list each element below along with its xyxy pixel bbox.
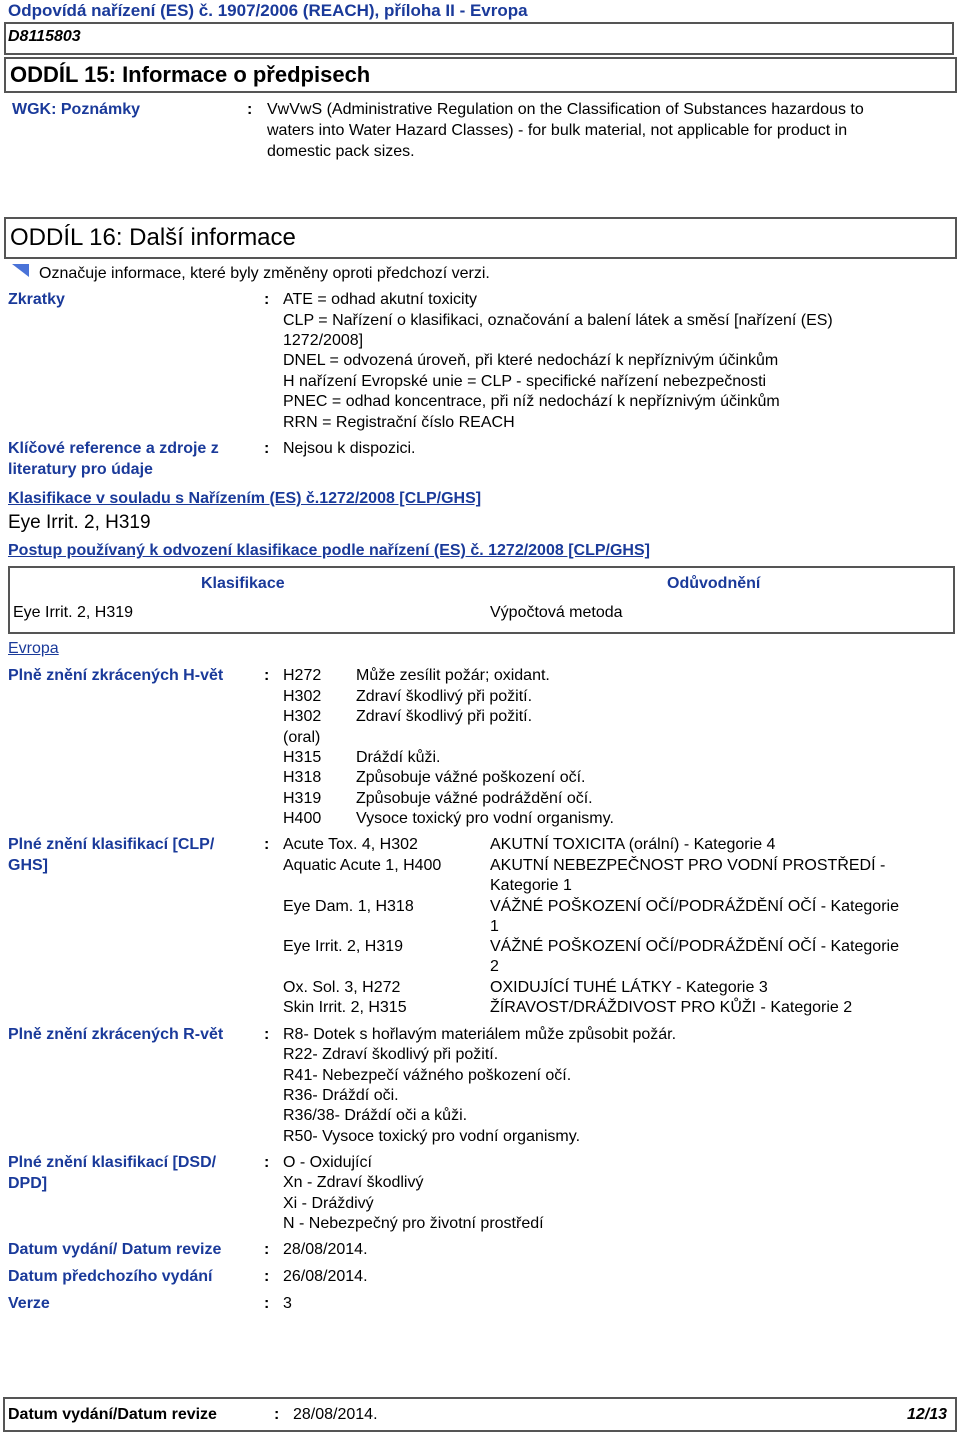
- abbr-line-2: CLP = Nařízení o klasifikaci, označování a balení látek a směsí [nařízení (ES): [283, 312, 833, 329]
- footer-colon: :: [274, 1406, 280, 1423]
- clpfull-code-3: Eye Dam. 1, H318: [283, 898, 414, 915]
- refs-label-1: Klíčové reference a zdroje z: [8, 440, 219, 457]
- r-line-1: R8- Dotek s hořlavým materiálem může způsobit požár.: [283, 1026, 677, 1043]
- table-col-classification: Klasifikace: [201, 575, 285, 592]
- clpfull-text-6: ŽÍRAVOST/DRÁŽDIVOST PRO KŮŽI - Kategorie 2: [490, 999, 853, 1016]
- r-line-5: R36/38- Dráždí oči a kůži.: [283, 1107, 468, 1124]
- clpfull-colon: :: [264, 836, 270, 853]
- h-code-4: (oral): [283, 729, 321, 746]
- table-row-classification: Eye Irrit. 2, H319: [13, 604, 134, 621]
- version-label: Verze: [8, 1295, 50, 1312]
- footer-label: Datum vydání/Datum revize: [8, 1406, 217, 1423]
- europe-heading: Evropa: [8, 640, 59, 657]
- issue-date-label: Datum vydání/ Datum revize: [8, 1241, 222, 1258]
- dsd-label-2: DPD]: [8, 1175, 48, 1192]
- dsd-colon: :: [264, 1154, 270, 1171]
- wgk-label: WGK: Poznámky: [12, 101, 141, 118]
- h-text-5: Dráždí kůži.: [356, 749, 441, 766]
- wgk-colon: :: [247, 101, 253, 118]
- section-15-title: ODDÍL 15: Informace o předpisech: [10, 62, 371, 87]
- abbr-line-5: H nařízení Evropské unie = CLP - specifické nařízení nebezpečnosti: [283, 373, 767, 390]
- r-line-4: R36- Dráždí oči.: [283, 1087, 399, 1104]
- r-phrases-label: Plně znění zkrácených R-vět: [8, 1026, 224, 1043]
- version-value: 3: [283, 1295, 292, 1312]
- wgk-line-1: VwVwS (Administrative Regulation on the Classification of Substances hazardous to: [267, 101, 864, 118]
- h-text-8: Vysoce toxický pro vodní organismy.: [356, 810, 614, 827]
- h-text-1: Může zesílit požár; oxidant.: [356, 667, 550, 684]
- refs-value: Nejsou k dispozici.: [283, 440, 416, 457]
- clpfull-text-5: OXIDUJÍCÍ TUHÉ LÁTKY - Kategorie 3: [490, 979, 768, 996]
- page-number: 12/13: [907, 1406, 948, 1423]
- dsd-line-1: O - Oxidující: [283, 1154, 372, 1171]
- dsd-label-1: Plné znění klasifikací [DSD/: [8, 1154, 217, 1171]
- clpfull-code-2: Aquatic Acute 1, H400: [283, 857, 442, 874]
- r-line-6: R50- Vysoce toxický pro vodní organismy.: [283, 1128, 581, 1145]
- clpfull-text-3b: 1: [490, 918, 499, 935]
- issue-date-value: 28/08/2014.: [283, 1241, 368, 1258]
- dsd-line-2: Xn - Zdraví škodlivý: [283, 1174, 424, 1191]
- regulation-header: Odpovídá nařízení (ES) č. 1907/2006 (REACH), příloha II - Evropa: [8, 1, 528, 20]
- abbr-label: Zkratky: [8, 291, 65, 308]
- clpfull-label-2: GHS]: [8, 857, 48, 874]
- clpfull-text-4b: 2: [490, 958, 499, 975]
- refs-label-2: literatury pro údaje: [8, 461, 153, 478]
- table-row-justification: Výpočtová metoda: [490, 604, 623, 621]
- footer-date: 28/08/2014.: [293, 1406, 378, 1423]
- table-col-justification: Odůvodnění: [667, 575, 761, 592]
- r-line-3: R41- Nebezpečí vážného poškození očí.: [283, 1067, 572, 1084]
- abbr-line-1: ATE = odhad akutní toxicity: [283, 291, 478, 308]
- dsd-line-4: N - Nebezpečný pro životní prostředí: [283, 1215, 544, 1232]
- changed-marker-icon: [12, 264, 29, 277]
- abbr-line-7: RRN = Registrační číslo REACH: [283, 414, 515, 431]
- doc-id-box: [4, 22, 954, 55]
- clpfull-label-1: Plné znění klasifikací [CLP/: [8, 836, 215, 853]
- abbr-colon: :: [264, 291, 270, 308]
- clp-heading: Klasifikace v souladu s Nařízením (ES) č.1272/2008 [CLP/GHS]: [8, 490, 482, 507]
- clpfull-text-1: AKUTNÍ TOXICITA (orální) - Kategorie 4: [490, 836, 776, 853]
- proc-heading: Postup používaný k odvození klasifikace podle nařízení (ES) č. 1272/2008 [CLP/GHS]: [8, 542, 650, 559]
- wgk-line-3: domestic pack sizes.: [267, 143, 415, 160]
- h-code-6: H318: [283, 769, 322, 786]
- issue-colon: :: [264, 1241, 270, 1258]
- clpfull-code-5: Ox. Sol. 3, H272: [283, 979, 401, 996]
- dsd-line-3: Xi - Dráždivý: [283, 1195, 374, 1212]
- classification-table: [8, 566, 955, 634]
- clpfull-text-4a: VÁŽNÉ POŠKOZENÍ OČÍ/PODRÁŽDĚNÍ OČÍ - Kategorie: [490, 938, 899, 955]
- r-colon: :: [264, 1026, 270, 1043]
- r-line-2: R22- Zdraví škodlivý při požití.: [283, 1046, 499, 1063]
- abbr-line-6: PNEC = odhad koncentrace, při níž nedochází k nepříznivým účinkům: [283, 393, 780, 410]
- prev-date-value: 26/08/2014.: [283, 1268, 368, 1285]
- abbr-line-3: 1272/2008]: [283, 332, 364, 349]
- refs-colon: :: [264, 440, 270, 457]
- section-16-title: ODDÍL 16: Další informace: [10, 224, 296, 251]
- clpfull-text-2b: Kategorie 1: [490, 877, 572, 894]
- clpfull-code-6: Skin Irrit. 2, H315: [283, 999, 407, 1016]
- doc-id: D8115803: [8, 28, 81, 45]
- h-colon: :: [264, 667, 270, 684]
- h-code-1: H272: [283, 667, 322, 684]
- h-text-7: Způsobuje vážné podráždění očí.: [356, 790, 593, 807]
- clpfull-text-2a: AKUTNÍ NEBEZPEČNOST PRO VODNÍ PROSTŘEDÍ -: [490, 857, 886, 874]
- clpfull-code-1: Acute Tox. 4, H302: [283, 836, 418, 853]
- h-code-8: H400: [283, 810, 322, 827]
- h-code-5: H315: [283, 749, 322, 766]
- prev-colon: :: [264, 1268, 270, 1285]
- abbr-line-4: DNEL = odvozená úroveň, při které nedochází k nepříznivým účinkům: [283, 352, 779, 369]
- h-text-3: Zdraví škodlivý při požití.: [356, 708, 533, 725]
- wgk-line-2: waters into Water Hazard Classes) - for bulk material, not applicable for product in: [267, 122, 848, 139]
- h-text-2: Zdraví škodlivý při požití.: [356, 688, 533, 705]
- prev-date-label: Datum předchozího vydání: [8, 1268, 213, 1285]
- h-text-6: Způsobuje vážné poškození očí.: [356, 769, 586, 786]
- h-code-2: H302: [283, 688, 322, 705]
- h-statements-label: Plně znění zkrácených H-vět: [8, 667, 224, 684]
- h-code-3: H302: [283, 708, 322, 725]
- h-code-7: H319: [283, 790, 322, 807]
- clp-value: Eye Irrit. 2, H319: [8, 512, 151, 533]
- clpfull-text-3a: VÁŽNÉ POŠKOZENÍ OČÍ/PODRÁŽDĚNÍ OČÍ - Kategorie: [490, 898, 899, 915]
- changed-note: Označuje informace, které byly změněny oproti předchozí verzi.: [39, 265, 490, 282]
- clpfull-code-4: Eye Irrit. 2, H319: [283, 938, 404, 955]
- version-colon: :: [264, 1295, 270, 1312]
